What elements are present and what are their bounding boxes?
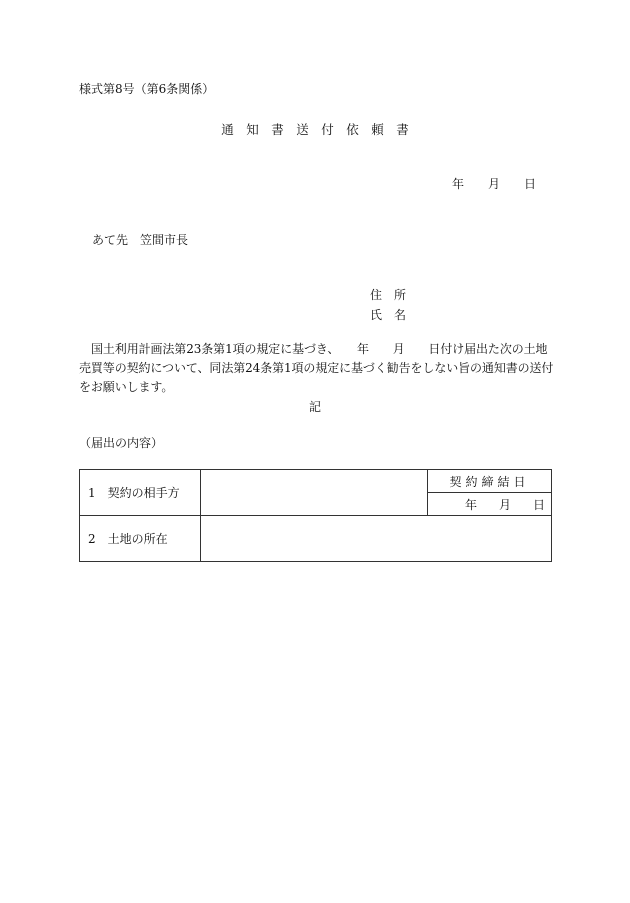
form-number: 様式第8号（第6条関係） xyxy=(79,82,215,96)
table-row xyxy=(80,516,552,562)
address-label: 住 所 xyxy=(370,288,407,302)
date-year-label: 年 xyxy=(464,497,477,512)
document-title: 通 知 書 送 付 依 頼 書 xyxy=(221,122,409,137)
request-body-text: 国土利用計画法第23条第1項の規定に基づき、 年 月 日付け届出た次の土地売買等の契約について、同法第24条第1項の規定に基づく勧告をしない旨の通知書の送付をお願いします。 xyxy=(79,342,554,394)
date-month-label: 月 xyxy=(498,497,511,512)
name-label: 氏 名 xyxy=(370,308,407,322)
contract-date-label: 契約締結日 xyxy=(449,474,530,489)
contract-date-label-cell xyxy=(428,470,552,493)
land-location-field[interactable] xyxy=(201,516,552,562)
date-day-label: 日 xyxy=(532,497,545,512)
section-heading: （届出の内容） xyxy=(79,436,164,450)
contract-party-label: 1 契約の相手方 xyxy=(80,470,201,516)
notification-content-table xyxy=(79,469,552,562)
land-location-label: 2 土地の所在 xyxy=(80,516,201,562)
contract-party-field[interactable] xyxy=(201,470,428,516)
ki-heading: 記 xyxy=(308,400,321,414)
addressee: あて先 笠間市長 xyxy=(92,233,189,247)
date-line: 年 月 日 xyxy=(452,177,537,191)
contract-date-field[interactable] xyxy=(428,493,552,516)
table-row xyxy=(80,470,552,493)
